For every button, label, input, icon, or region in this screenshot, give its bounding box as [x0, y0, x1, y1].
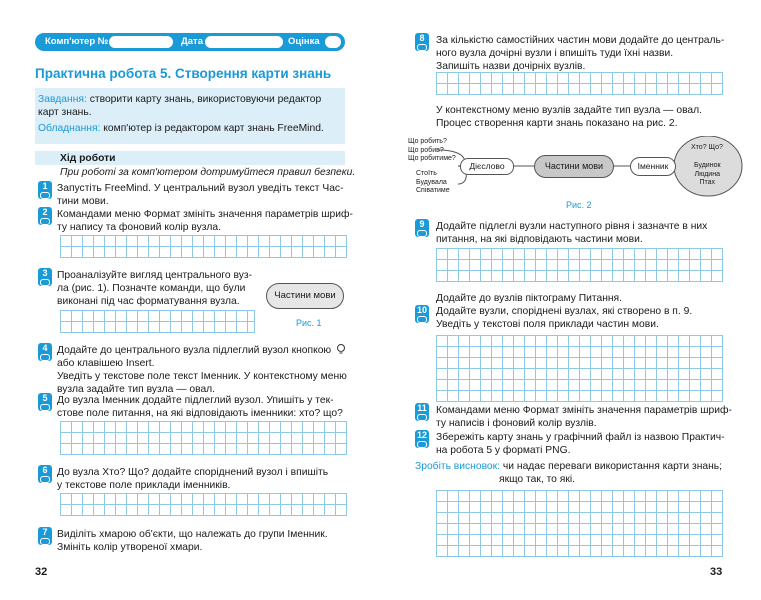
fig2-noun-node: Іменник [630, 157, 676, 176]
step-number: 1 [38, 181, 52, 199]
fig1-central-node: Частини мови [266, 283, 344, 309]
date-label: Дата [181, 36, 203, 47]
step-number: 6 [38, 465, 52, 483]
step-8-line: ного вузла дочірні вузли і впишіть туди їхні назви. [436, 48, 674, 59]
step-3-line: ла (рис. 1). Позначте команди, що були [57, 283, 246, 294]
step-7-line: Виділіть хмарою об'єкти, що належать до групи Іменник. [57, 529, 328, 540]
worksheet-header [35, 33, 345, 51]
step-number: 5 [38, 393, 52, 411]
conclusion-grid[interactable] [436, 490, 723, 557]
fig2-central-node: Частини мови [534, 155, 614, 178]
fig2-caption: Рис. 2 [566, 200, 592, 210]
fig2-verb-example: Будувала [416, 178, 447, 186]
step-9-line: Додайте підлеглі вузли наступного рівня і зазначте в них [436, 221, 708, 232]
step-2-line: ту напису та фоновий колір вузла. [57, 222, 221, 233]
left-page [0, 0, 380, 600]
fig2-verb-example: Співатиме [416, 187, 450, 194]
fig2-verb-question: Що робитиме? [408, 155, 456, 162]
icon-instruction: Додайте до вузлів піктограму Питання. [436, 293, 622, 304]
page-title: Практична робота 5. Створення карти знань [35, 66, 332, 81]
step-number: 3 [38, 268, 52, 286]
step-3-line: Проаналізуйте вигляд центрального вуз- [57, 270, 252, 281]
step-6-line: До вузла Хто? Що? додайте споріднений вузол і впишіть [57, 467, 329, 478]
fig2-mindmap [408, 136, 743, 198]
step-2-line: Командами меню Формат змініть значення параметрів шриф- [57, 209, 353, 220]
conclusion-line: якщо так, то які. [499, 474, 575, 485]
step-number: 10 [415, 305, 429, 323]
workflow-heading: Хід роботи [60, 153, 116, 164]
fig2-verb-node: Дієслово [460, 158, 514, 175]
step-1-line: тини мови. [57, 196, 109, 207]
fig2-verb-question: Що робить? [408, 138, 447, 145]
computer-label: Комп'ютер № [45, 36, 109, 47]
context-text-line: Процес створення карти знань показано на рис. 2. [436, 118, 678, 129]
safety-note: При роботі за комп'ютером дотримуйтеся правил безпеки. [60, 167, 356, 178]
step-8-line: Запишіть назви дочірніх вузлів. [436, 61, 586, 72]
answer-grid[interactable] [60, 493, 347, 516]
fig2-noun-example: Будинок [694, 162, 721, 169]
grade-field[interactable] [325, 36, 341, 48]
step-6-line: у текстове поле приклади іменників. [57, 480, 231, 491]
step-4-line: Додайте до центрального вузла підлеглий вузол кнопкою [57, 345, 332, 356]
grade-label: Оцінка [288, 36, 320, 47]
page-number-right: 33 [710, 566, 723, 578]
step-7-line: Змініть колір утвореної хмари. [57, 542, 203, 553]
step-3-line: виконані під час форматування вузла. [57, 296, 240, 307]
fig2-noun-question: Хто? Що? [691, 144, 723, 151]
answer-grid[interactable] [436, 335, 723, 402]
answer-grid[interactable] [60, 421, 347, 455]
step-11-line: ту написів і фоновий колір вузлів. [436, 418, 597, 429]
step-number: 11 [415, 403, 429, 421]
step-4-line: або клавішею Insert. [57, 358, 155, 369]
step-5-line: До вузла Іменник додайте підлеглий вузол. Упишіть у тек- [57, 395, 334, 406]
step-5-line: стове поле питання, на які відповідають іменники: хто? що? [57, 408, 343, 419]
step-10-line: Додайте вузли, споріднені вузлах, які створено в п. 9. [436, 306, 693, 317]
equipment-text: комп'ютер із редактором карт знань FreeMind. [103, 123, 324, 134]
computer-number-field[interactable] [109, 36, 173, 48]
fig2-noun-example: Птах [699, 179, 716, 186]
step-10-line: Уведіть у текстові поля приклади частин мови. [436, 319, 659, 330]
context-text-line: У контекстному меню вузлів задайте тип вузла — овал. [436, 105, 703, 116]
answer-grid[interactable] [436, 72, 723, 95]
answer-grid[interactable] [60, 235, 347, 258]
step-4-line: Уведіть у текстове поле текст Іменник. У контекстному меню [57, 371, 347, 382]
step-number: 2 [38, 207, 52, 225]
step-number: 9 [415, 219, 429, 237]
conclusion-label: Зробіть висновок: [415, 461, 501, 472]
fig1-caption: Рис. 1 [296, 318, 322, 328]
fig2-noun-example: Людина [694, 170, 720, 178]
fig2-verb-question: Що робив? [408, 146, 444, 154]
lightbulb-icon [336, 344, 346, 355]
step-8-line: За кількістю самостійних частин мови додайте до централь- [436, 35, 725, 46]
right-page [380, 0, 761, 600]
task-label: Завдання: [38, 94, 87, 105]
task-text: створити карту знань, використовуючи редактор карт знань. [38, 94, 322, 118]
step-number: 4 [38, 343, 52, 361]
step-11-line: Командами меню Формат змініть значення параметрів шриф- [436, 405, 732, 416]
step-9-line: питання, на які відповідають частини мови. [436, 234, 643, 245]
answer-grid[interactable] [60, 310, 255, 333]
conclusion-line: чи надає переваги використання карти знань; [502, 461, 723, 472]
date-field[interactable] [205, 36, 283, 48]
step-1-line: Запустіть FreeMind. У центральний вузол уведіть текст Час- [57, 183, 344, 194]
step-12-line: Збережіть карту знань у графічний файл із назвою Практич- [436, 432, 725, 443]
step-number: 7 [38, 527, 52, 545]
step-12-line: на робота 5 у форматі PNG. [436, 445, 571, 456]
step-number: 12 [415, 430, 429, 448]
equipment-label: Обладнання: [38, 123, 101, 134]
fig2-verb-example: Стоїть [416, 170, 437, 177]
answer-grid[interactable] [436, 248, 723, 282]
step-4-line: вузла задайте тип вузла — овал. [57, 384, 216, 395]
page-number-left: 32 [35, 566, 48, 578]
step-number: 8 [415, 33, 429, 51]
